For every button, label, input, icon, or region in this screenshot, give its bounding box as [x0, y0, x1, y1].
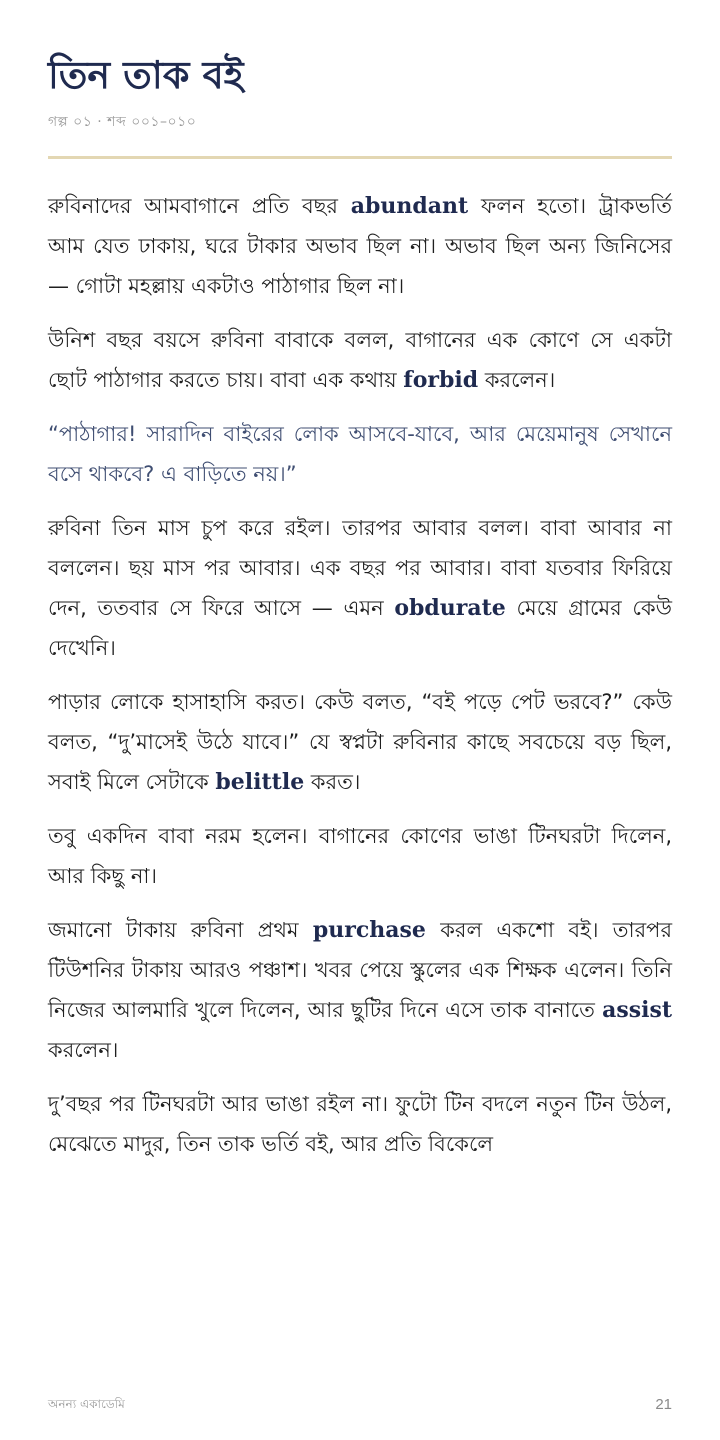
- story-title: তিন তাক বই: [48, 53, 244, 97]
- vocab-word: belittle: [215, 769, 305, 795]
- paragraph-text: রুবিনাদের আমবাগানে প্রতি বছর: [48, 194, 351, 218]
- vocab-word: purchase: [312, 917, 426, 943]
- paragraph-text: “পাঠাগার! সারাদিন বাইরের লোক আসবে-যাবে, আর মেয়েমানুষ সেখানে বসে থাকবে? এ বাড়িতে নয়।”: [48, 422, 672, 486]
- story-paragraph: [48, 816, 672, 896]
- story-paragraph: [48, 508, 672, 668]
- vocab-word: forbid: [403, 367, 479, 393]
- quote-paragraph: [48, 414, 672, 494]
- paragraph-text: জমানো টাকায় রুবিনা প্রথম: [48, 918, 313, 942]
- paragraph-text: রুবিনা তিন মাস চুপ করে রইল। তারপর আবার বলল। বাবা আবার না বললেন। ছয় মাস পর আবার। এক বছর পর আবার। বাবা যতবার ফিরিয়ে দেন, ততবার সে ফিরে আসে — এমন: [48, 516, 672, 620]
- story-paragraph: [48, 682, 672, 802]
- paragraph-text: করলেন।: [48, 1038, 119, 1062]
- story-paragraph: [48, 1084, 672, 1164]
- paragraph-text: করত।: [304, 770, 361, 794]
- paragraph-text: মেয়ে গ্রামের কেউ দেখেনি।: [48, 596, 672, 660]
- story-body: [48, 186, 672, 1178]
- story-paragraph: [48, 320, 672, 400]
- publisher-name: অনন্য একাডেমি: [48, 1397, 125, 1411]
- vocab-word: assist: [602, 997, 672, 1023]
- story-paragraph: [48, 186, 672, 306]
- page-number: 21: [655, 1396, 672, 1413]
- story-subtitle: গল্প ০১ · শব্দ ০০১–০১০: [48, 114, 197, 130]
- paragraph-text: পাড়ার লোকে হাসাহাসি করত। কেউ বলত, “বই পড়ে পেট ভরবে?” কেউ বলত, “দু’মাসেই উঠে যাবে।” যে স্বপ্নটা রুবিনার কাছে সবচেয়ে বড় ছিল, সবাই মিলে সেটাকে: [48, 690, 672, 794]
- vocab-word: obdurate: [394, 595, 506, 621]
- vocab-word: abundant: [350, 193, 469, 219]
- header-divider: [48, 156, 672, 159]
- paragraph-text: করল একশো বই। তারপর টিউশনির টাকায় আরও পঞ্চাশ। খবর পেয়ে স্কুলের এক শিক্ষক এলেন। তিনি নিজের আলমারি খুলে দিলেন, আর ছুটির দিনে এসে তাক বানাতে: [48, 918, 672, 1022]
- paragraph-text: দু’বছর পর টিনঘরটা আর ভাঙা রইল না। ফুটো টিন বদলে নতুন টিন উঠল, মেঝেতে মাদুর, তিন তাক ভর্তি বই, আর প্রতি বিকেলে: [48, 1092, 672, 1156]
- paragraph-text: করলেন।: [478, 368, 556, 392]
- paragraph-text: উনিশ বছর বয়সে রুবিনা বাবাকে বলল, বাগানের এক কোণে সে একটা ছোট পাঠাগার করতে চায়। বাবা এক কথায়: [48, 328, 672, 392]
- paragraph-text: ফলন হতো। ট্রাকভর্তি আম যেত ঢাকায়, ঘরে টাকার অভাব ছিল না। অভাব ছিল অন্য জিনিসের — গোটা মহল্লায় একটাও পাঠাগার ছিল না।: [48, 194, 672, 298]
- paragraph-text: তবু একদিন বাবা নরম হলেন। বাগানের কোণের ভাঙা টিনঘরটা দিলেন, আর কিছু না।: [48, 824, 672, 888]
- story-paragraph: [48, 910, 672, 1070]
